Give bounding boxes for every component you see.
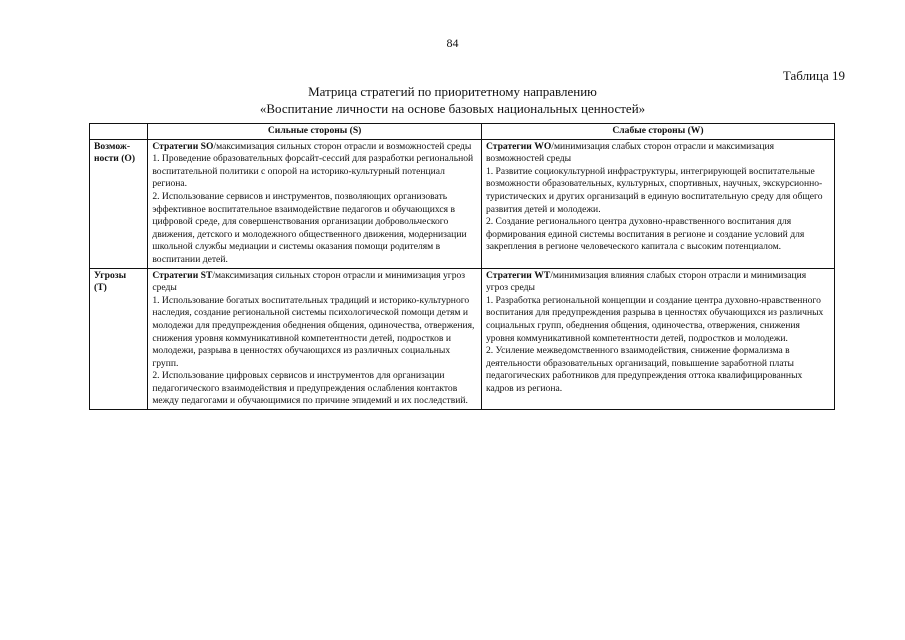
- row-header-threats: Угрозы (Т): [90, 268, 148, 410]
- page-number: 84: [446, 36, 459, 50]
- wt-strategy-items: 1. Разработка региональной концепции и создание центра духовно-нравственного воспитания для предупреждения разрыва в ценностях обучающихся из различных социальных групп, обеднения общения, одиночества, отвержения, снижения уровня коммуникативной компетентности детей, подростков и молодежи. 2. Усиление межведомственного взаимодействия, снижение формализма в деятельности образовательных организаций, повышение заработной платы педагогических работников для предупреждения оттока квалифицированных кадров из региона.: [485, 294, 824, 394]
- so-strategy-title: [152, 141, 477, 154]
- swot-strategy-matrix: [89, 123, 835, 410]
- wo-strategy-title: [486, 141, 830, 166]
- st-strategy-code: Стратегии ST: [152, 269, 213, 281]
- corner-cell: [90, 124, 148, 140]
- table-title: [0, 83, 905, 117]
- st-strategy-title: [152, 270, 477, 295]
- wo-strategy-description: /минимизация слабых сторон отрасли и максимизация возможностей среды: [485, 140, 774, 165]
- cell-wt-strategies: [481, 268, 834, 410]
- table-title-line-1: Матрица стратегий по приоритетному направлению: [308, 84, 597, 99]
- column-header-weaknesses: Слабые стороны (W): [481, 124, 834, 140]
- row-header-opportunities: Возмож- ности (О): [90, 139, 148, 268]
- wt-strategy-code: Стратегии WT: [485, 269, 551, 281]
- st-strategy-description: /максимизация сильных сторон отрасли и минимизация угроз среды: [152, 269, 466, 294]
- column-header-strengths: Сильные стороны (S): [148, 124, 482, 140]
- row-opportunities: [90, 139, 835, 268]
- wt-strategy-description: /минимизация влияния слабых сторон отрасли и минимизация угроз среды: [485, 269, 807, 294]
- header-row: [90, 124, 835, 140]
- so-strategy-description: /максимизация сильных сторон отрасли и возможностей среды: [213, 140, 472, 152]
- wt-strategy-title: [486, 270, 830, 295]
- st-strategy-items: 1. Использование богатых воспитательных традиций и историко-культурного наследия, создание региональной системы психологической помощи детям и молодежи для предупреждения обеднения общения, одиночества, отвержения, снижения уровня коммуникативной компетентности детей, подростков и молодежи, разрыва в ценностях обучающихся из различных социальных групп. 2. Использование цифровых сервисов и инструментов для организации педагогического взаимодействия и предупреждения ослабления контактов между педагогами и обучающимися по причине эпидемий и их последствий.: [152, 294, 475, 407]
- cell-st-strategies: [148, 268, 482, 410]
- so-strategy-items: 1. Проведение образовательных форсайт-сессий для разработки региональной воспитательной политики с опорой на историко-культурный потенциал региона. 2. Использование сервисов и инструментов, позволяющих организовать эффективное воспитательное взаимодействие педагогов и обучающихся в цифровой среде, для совершенствования организации добровольческого движения, детского и молодежного общественного движения, модернизации школьной службы медиации и системы оказания помощи родителям в воспитании детей.: [152, 153, 474, 265]
- wo-strategy-code: Стратегии WO: [485, 140, 552, 152]
- table-number: Таблица 19: [782, 68, 845, 83]
- row-threats: [90, 268, 835, 410]
- so-strategy-code: Стратегии SO: [152, 140, 214, 152]
- cell-wo-strategies: [481, 139, 834, 268]
- table-title-line-2: «Воспитание личности на основе базовых национальных ценностей»: [259, 101, 646, 116]
- wo-strategy-items: 1. Развитие социокультурной инфраструктуры, интегрирующей воспитательные возможности образовательных, культурных, спортивных, научных, экскурсионно-туристических и других организаций в единую воспитательную среду для общего развития детей и молодежи. 2. Создание регионального центра духовно-нравственного воспитания для формирования единой системы воспитания в регионе и создание условий для закрепления в регионе человеческого капитала с высоким потенциалом.: [485, 165, 823, 253]
- cell-so-strategies: [148, 139, 482, 268]
